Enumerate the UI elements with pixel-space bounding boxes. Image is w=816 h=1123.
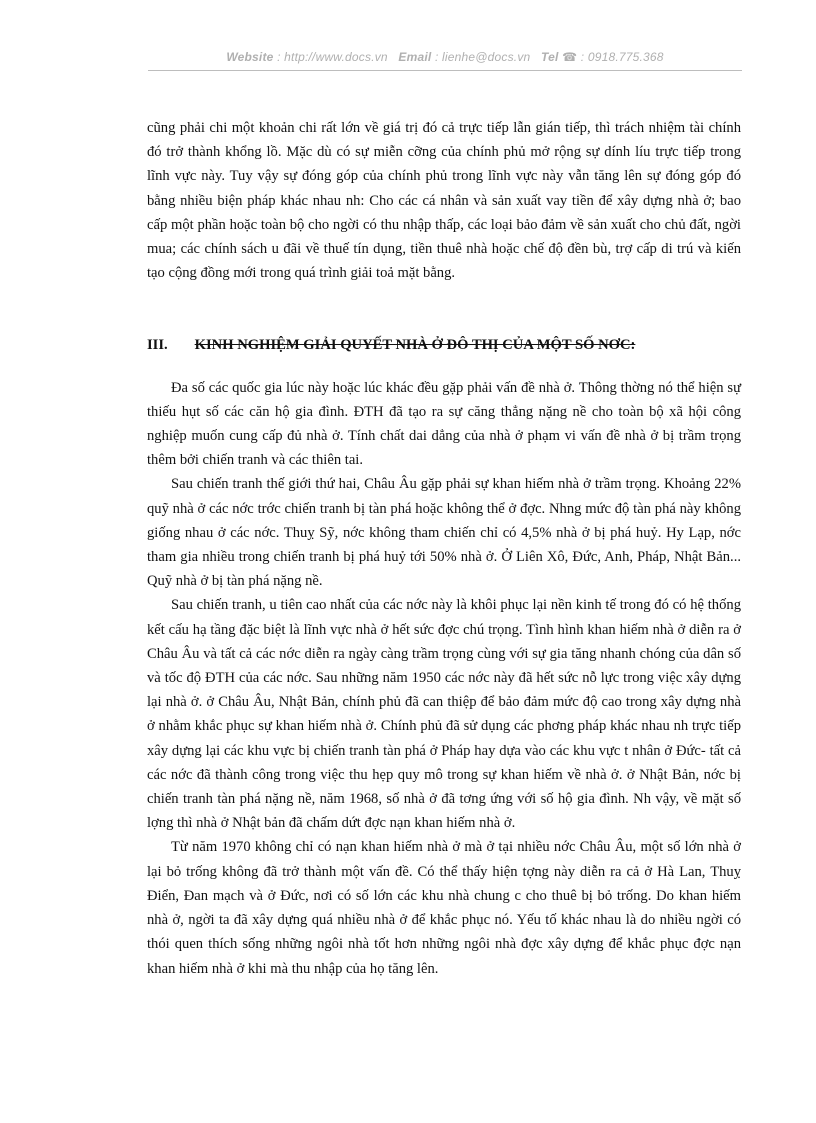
- website-label: Website: [226, 50, 274, 64]
- page-header: [148, 50, 742, 64]
- header-divider: [148, 70, 742, 71]
- document-body: [147, 116, 741, 981]
- paragraph-continuation: cũng phải chi một khoản chi rất lớn về giá trị đó cả trực tiếp lẫn gián tiếp, thì trách nhiệm tài chính đó trở thành khổng lồ. Mặc dù có sự miễn cỡng của chính phủ mở rộng sự dính líu trực tiếp trong lĩnh vực này. Tuy vậy sự đóng góp của chính phủ trong lĩnh vực này vẫn tăng lên sự đóng góp đó bằng nhiều biện pháp khác nhau nh: Cho các cá nhân và sản xuất vay tiền để xây dựng nhà ở; bao cấp một phần hoặc toàn bộ cho ngời có thu nhập thấp, các loại bảo đảm về sản xuất cho chủ đất, ngời mua; các chính sách u đãi về thuế tín dụng, tiền thuê nhà hoặc chế độ đền bù, trợ cấp di trú và kiến tạo cộng đồng mới trong quá trình giải toả mặt bằng.: [147, 120, 741, 282]
- email-address[interactable]: : lienhe@docs.vn: [434, 50, 531, 64]
- section-number: III.: [147, 337, 168, 354]
- paragraph: Đa số các quốc gia lúc này hoặc lúc khác đều gặp phải vấn đề nhà ở. Thông thờng nó thể hiện sự thiếu hụt số các căn hộ gia đình. ĐTH đã tạo ra sự căng thẳng nặng nề cho toàn bộ xã hội công nghiệp muốn cung cấp đủ nhà ở. Tính chất dai dẳng của nhà ở phạm vi vấn đề nhà ở bị trầm trọng thêm bởi chiến tranh và các thiên tai.: [147, 379, 741, 469]
- paragraph: Sau chiến tranh thế giới thứ hai, Châu Âu gặp phải sự khan hiếm nhà ở trầm trọng. Khoảng 22% quỹ nhà ở các nớc trớc chiến tranh bị tàn phá hoặc không thể ở đợc. Nhng mức độ tàn phá này không giống nhau ở các nớc. Thuỵ Sỹ, nớc không tham chiến chỉ có 4,5% nhà ở bị phá huỷ. Hy Lạp, nớc tham gia nhiều trong chiến tranh bị phá huỷ tới 50% nhà ở. Ở Liên Xô, Đức, Anh, Pháp, Nhật Bản... Quỹ nhà ở bị tàn phá nặng nề.: [147, 476, 741, 590]
- tel-number: : 0918.775.368: [580, 50, 664, 64]
- paragraph: Sau chiến tranh, u tiên cao nhất của các nớc này là khôi phục lại nền kinh tế trong đó có hệ thống kết cấu hạ tầng đặc biệt là lĩnh vực nhà ở hết sức đợc chú trọng. Tình hình khan hiếm nhà ở diễn ra ở Châu Âu và tất cả các nớc diễn ra ngày càng trầm trọng cùng với sự gia tăng nhanh chóng của dân số và tốc độ ĐTH của các nớc. Sau những năm 1950 các nớc này đã hết sức nỗ lực trong việc xây dựng lại nhà ở. ở Châu Âu, Nhật Bản, chính phủ đã can thiệp để bảo đảm mức độ cao trong xây dựng nhà ở nhằm khắc phục sự khan hiếm nhà ở. Chính phủ đã sử dụng các phơng pháp khác nhau nh trực tiếp xây dựng lại các khu vực bị chiến tranh tàn phá ở Pháp hay dựa vào các khu vực t nhân ở Đức- tất cả các nớc đã thành công trong việc thu hẹp quy mô trong sự khan hiếm về nhà ở. ở Nhật Bản, nớc bị chiến tranh tàn phá nặng nề, năm 1968, số nhà ở đã tơng ứng với số hộ gia đình. Nh vậy, về mặt số lợng thì nhà ở Nhật bản đã chấm dứt đợc nạn khan hiếm nhà ở.: [147, 597, 741, 832]
- website-url[interactable]: : http://www.docs.vn: [277, 50, 388, 64]
- tel-label: Tel: [541, 50, 559, 64]
- paragraph: Từ năm 1970 không chỉ có nạn khan hiếm nhà ở mà ở tại nhiều nớc Châu Âu, một số lớn nhà ở lại bỏ trống không đã trở thành một vấn đề. Có thể thấy hiện tợng này diễn ra cả ở Hà Lan, Thuỵ Điển, Đan mạch và ở Đức, nơi có số lớn các khu nhà chung c cho thuê bị bỏ trống. Do khan hiếm nhà ở, ngời ta đã xây dựng quá nhiều nhà ở để khắc phục nó. Yếu tố khác nhau là do nhiều ngời có thói quen thích sống những ngôi nhà tốt hơn những ngôi nhà đợc xây dựng để khắc phục đợc nạn khan hiếm nhà ở khi mà thu nhập của họ tăng lên.: [147, 839, 741, 977]
- email-label: Email: [398, 50, 432, 64]
- section-heading: [147, 333, 741, 357]
- section-title: KINH NGHIỆM GIẢI QUYẾT NHÀ Ở ĐÔ THỊ CỦA MỘT SỐ NƠC:: [194, 337, 636, 354]
- phone-icon: ☎: [562, 50, 578, 64]
